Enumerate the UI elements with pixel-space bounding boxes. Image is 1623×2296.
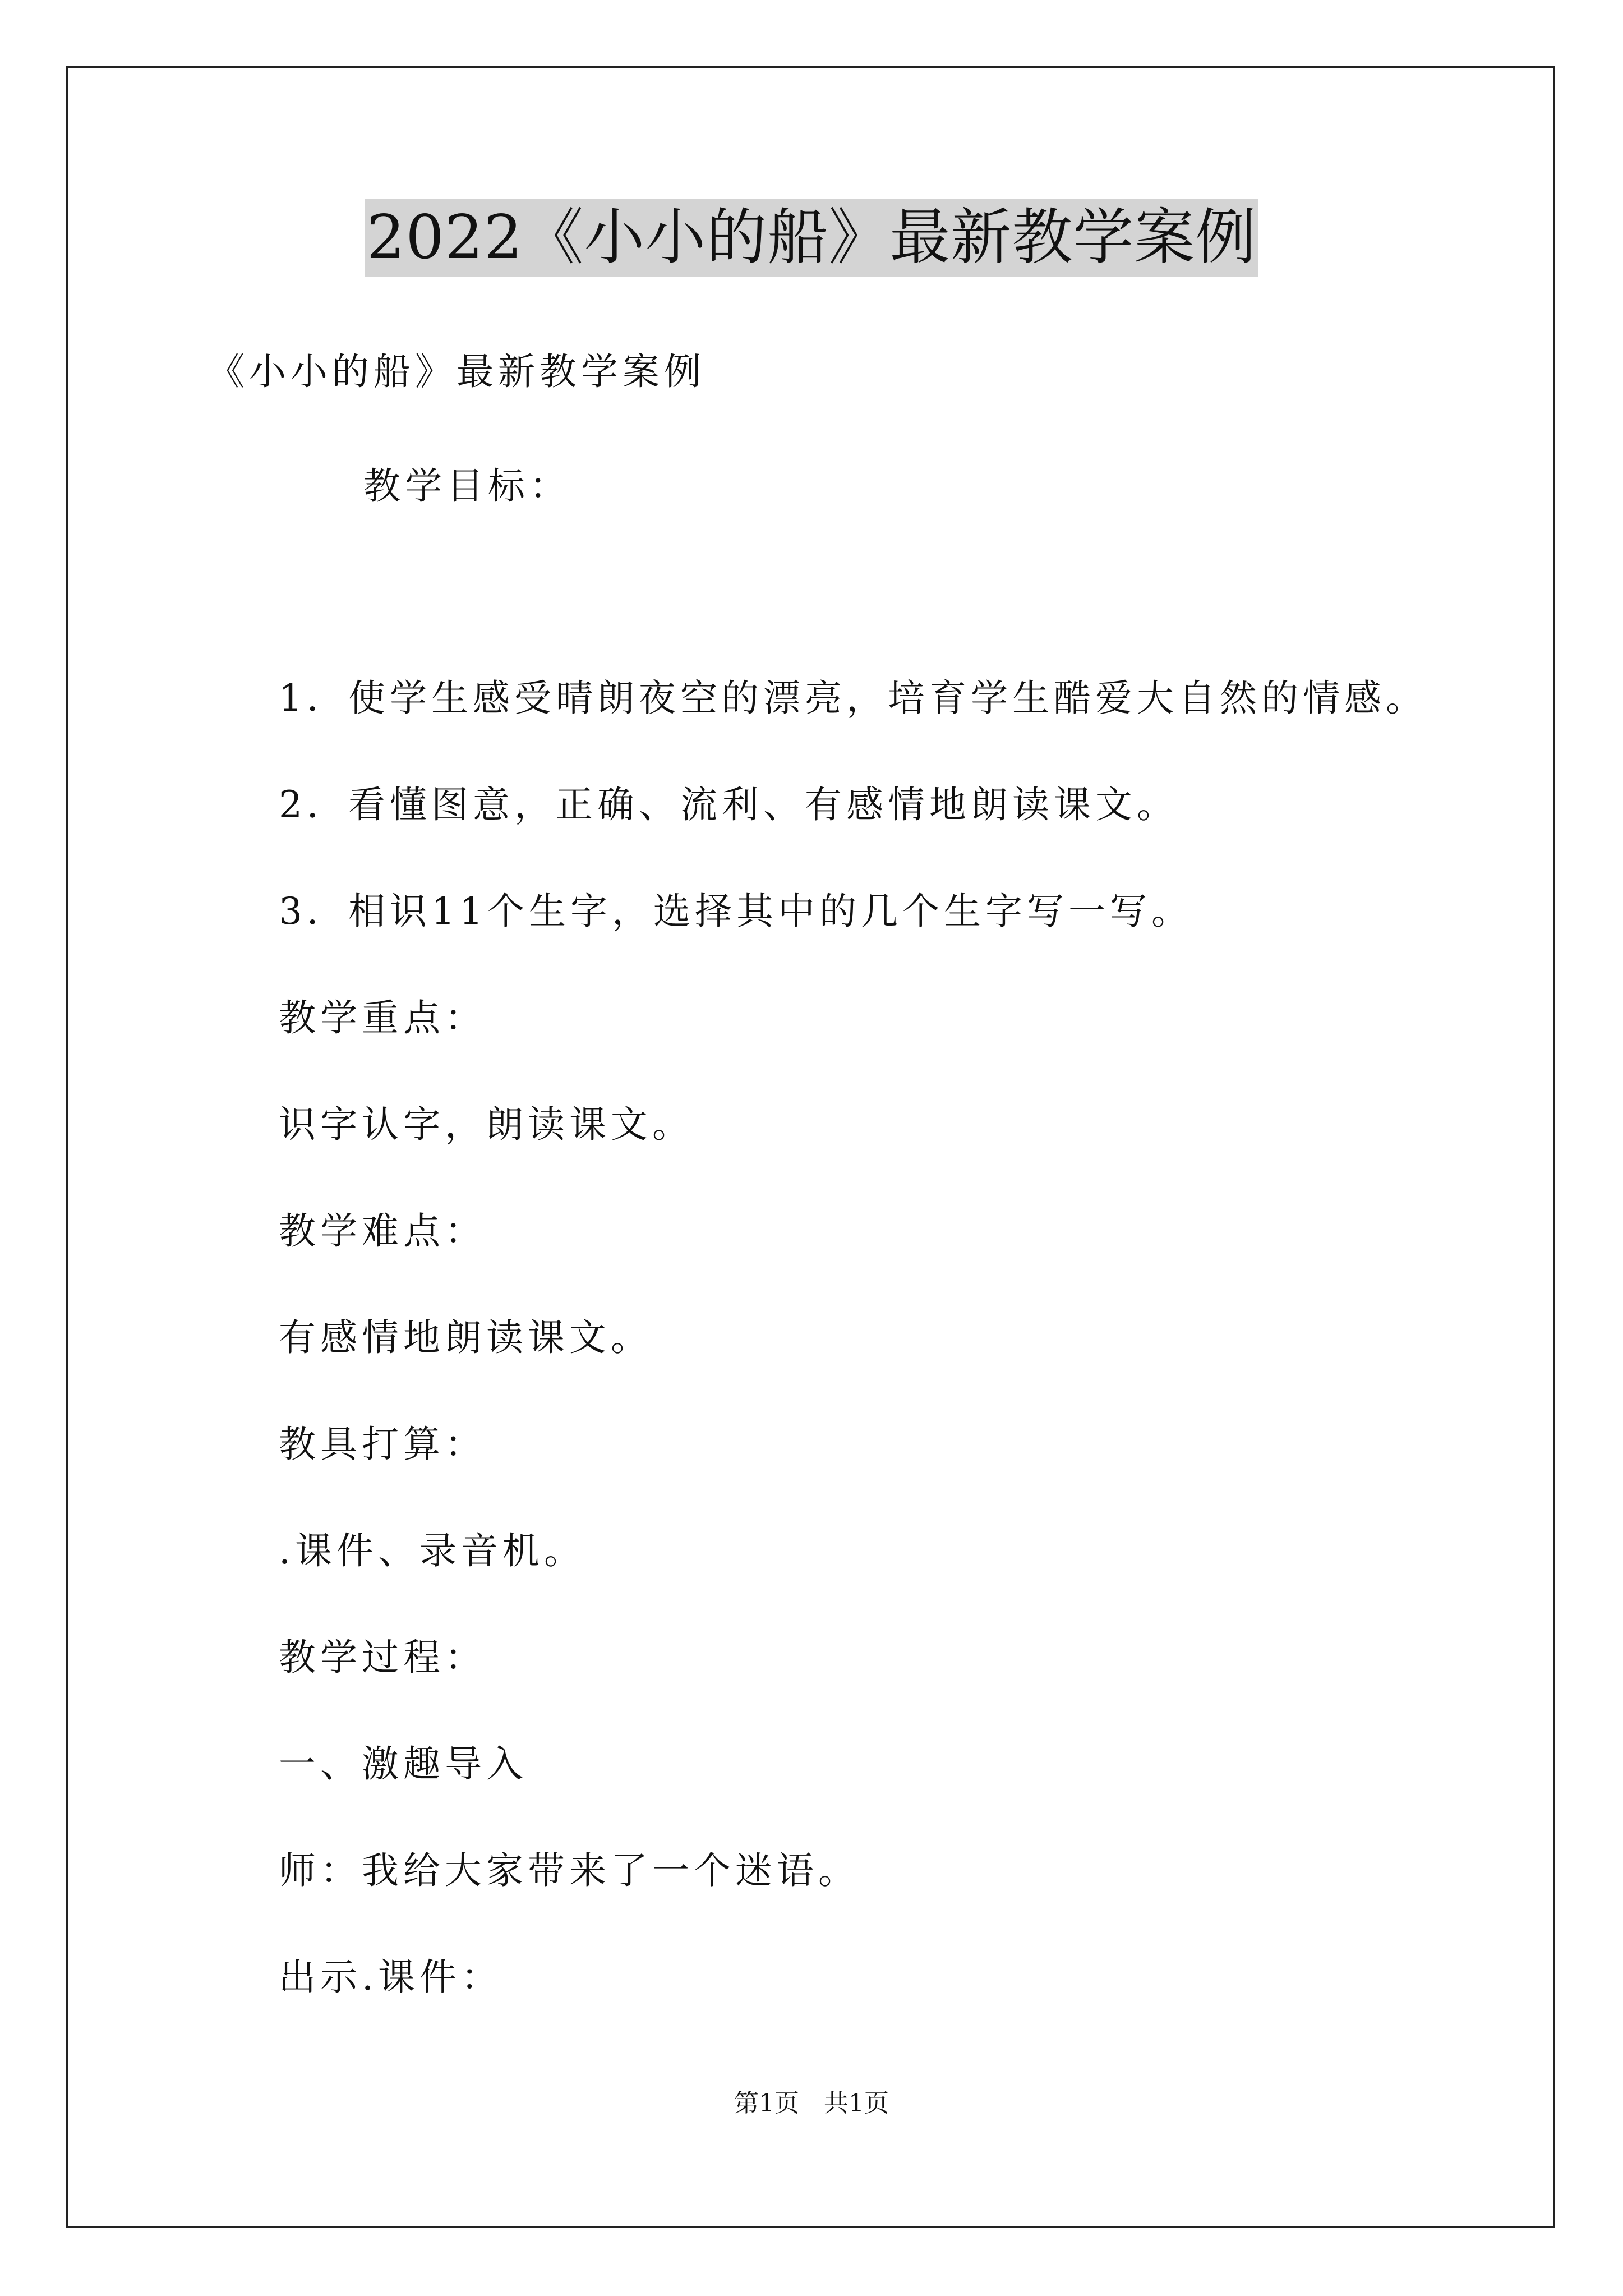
show-courseware-line: 出示.课件： bbox=[279, 1955, 502, 1999]
process-heading: 教学过程： bbox=[279, 1636, 486, 1679]
goal-item-3: 3．相识11个生字，选择其中的几个生字写一写。 bbox=[279, 890, 1193, 933]
difficulties-text: 有感情地朗读课文。 bbox=[279, 1316, 652, 1359]
key-points-heading: 教学重点： bbox=[279, 996, 486, 1039]
teaching-aids-text: .课件、录音机。 bbox=[279, 1529, 585, 1572]
subtitle-paragraph: 《小小的船》最新教学案例 bbox=[208, 350, 706, 393]
title-container bbox=[0, 199, 1623, 277]
difficulties-heading: 教学难点： bbox=[279, 1209, 486, 1253]
teaching-goals-heading: 教学目标： bbox=[363, 464, 571, 508]
key-points-text: 识字认字，朗读课文。 bbox=[279, 1103, 694, 1146]
process-step-1: 一、激趣导入 bbox=[279, 1742, 528, 1786]
goal-item-2: 2．看懂图意，正确、流利、有感情地朗读课文。 bbox=[279, 783, 1178, 826]
page-footer: 第1页 共1页 bbox=[734, 2089, 889, 2118]
goal-item-1: 1．使学生感受晴朗夜空的漂亮，培育学生酷爱大自然的情感。 bbox=[279, 677, 1427, 720]
teacher-line: 师：我给大家带来了一个迷语。 bbox=[279, 1849, 860, 1892]
document-title: 2022《小小的船》最新教学案例 bbox=[365, 199, 1259, 277]
teaching-aids-heading: 教具打算： bbox=[279, 1423, 486, 1466]
